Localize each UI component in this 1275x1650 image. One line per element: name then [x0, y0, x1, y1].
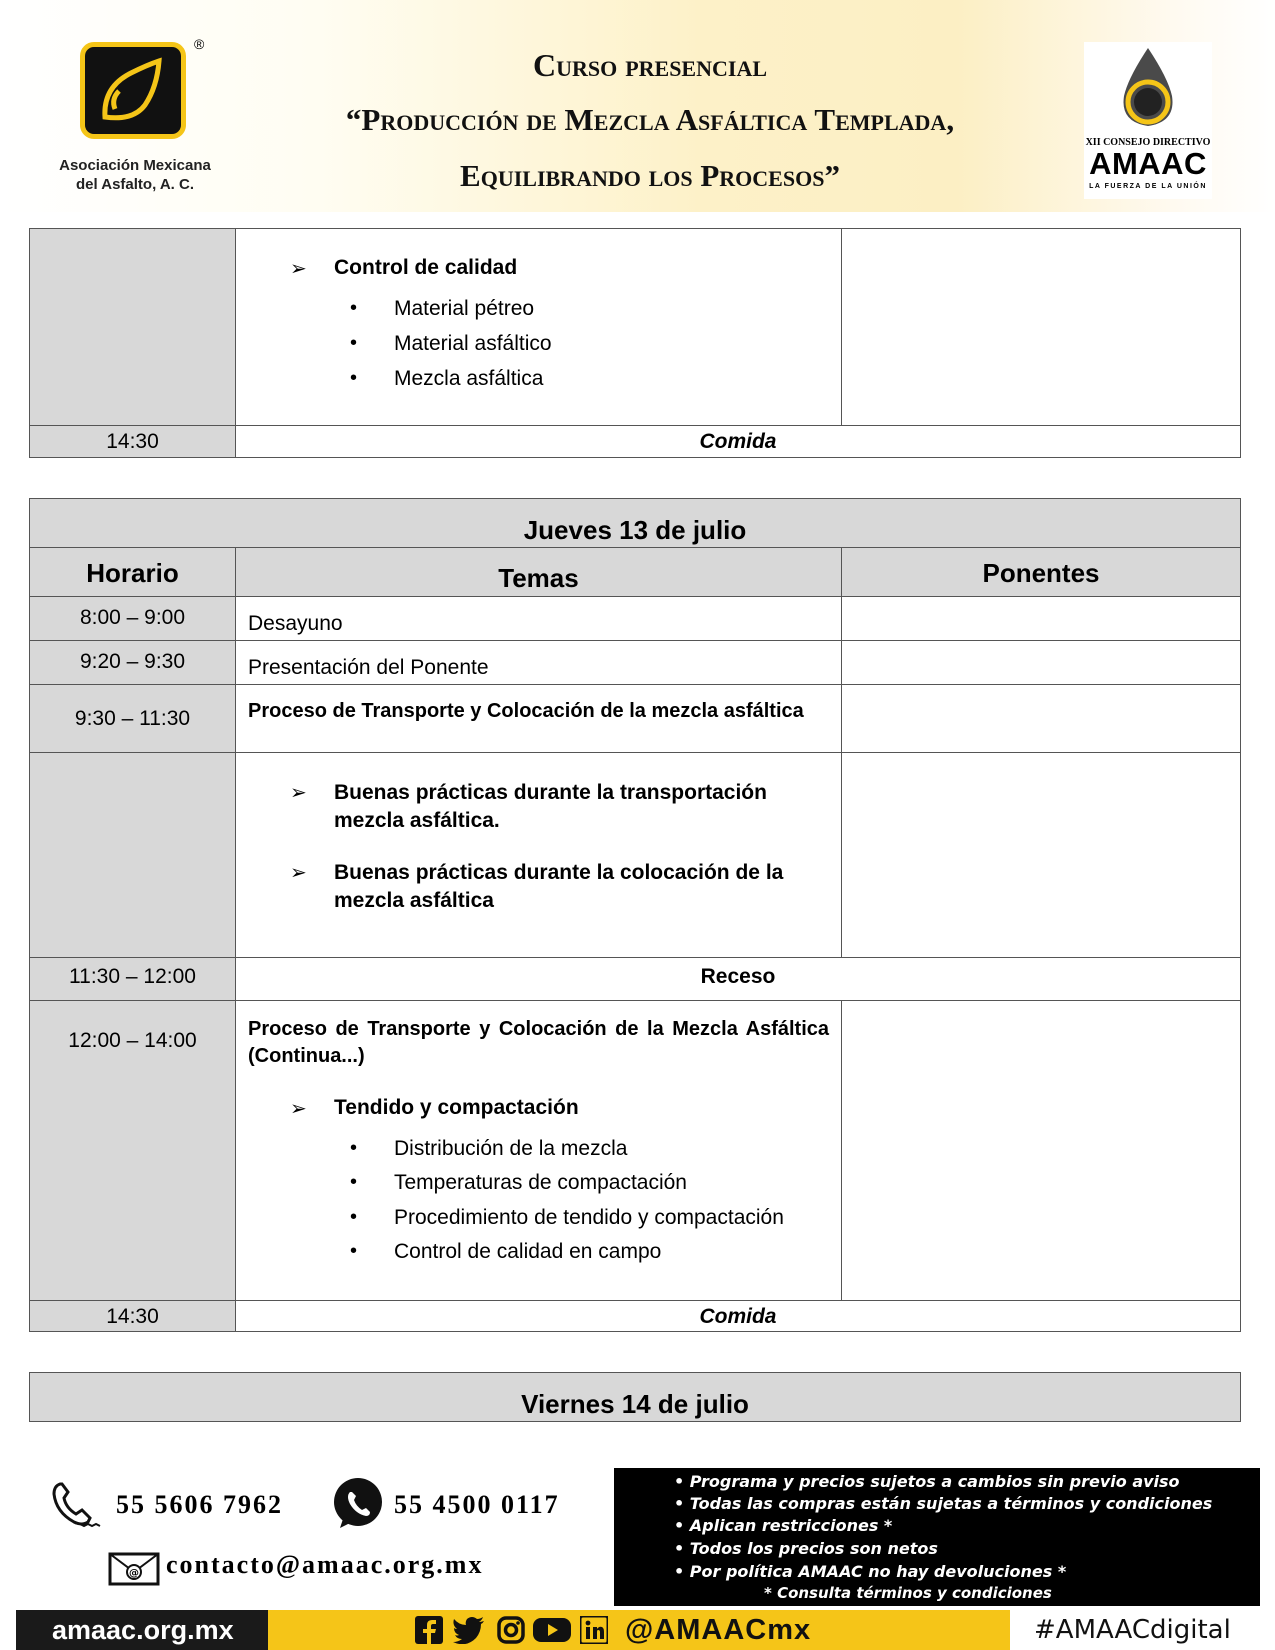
svg-text:@: @: [129, 1568, 139, 1579]
consejo-label: XII CONSEJO DIRECTIVO: [1085, 137, 1211, 148]
time-cell-empty: [29, 228, 236, 426]
speaker-cell: [841, 752, 1241, 958]
list-item: [350, 1240, 661, 1264]
notice-line: • Todas las compras están sujetas a términos y condiciones: [674, 1494, 1213, 1513]
social-handle[interactable]: @AMAACmx: [625, 1614, 812, 1646]
row-time: 8:00 – 9:00: [29, 596, 236, 641]
time-cell-empty: [29, 752, 236, 958]
column-header-temas: Temas: [235, 547, 842, 597]
row-speaker: [841, 596, 1241, 641]
speaker-cell: [841, 228, 1241, 426]
amaac-association-logo: [40, 36, 240, 196]
quality-control-heading: Control de calidad: [334, 256, 518, 279]
title-line-2: “Producción de Mezcla Asfáltica Templada,: [345, 102, 955, 137]
session-time: 12:00 – 14:00: [29, 1000, 236, 1301]
column-header-ponentes: Ponentes: [841, 547, 1241, 597]
list-item: [350, 367, 543, 391]
bullet-icon: •: [350, 297, 358, 319]
lunch-time: 14:30: [29, 1300, 236, 1332]
topic-cell: [235, 752, 842, 958]
list-item: [350, 1206, 784, 1230]
notice-line: • Por política AMAAC no hay devoluciones *: [674, 1562, 1067, 1581]
bottom-bar: [0, 1610, 1275, 1650]
list-item-text: Mezcla asfáltica: [394, 367, 544, 390]
bullet-icon: •: [350, 1171, 358, 1193]
social-bar: [268, 1610, 1010, 1650]
row-time: 9:30 – 11:30: [29, 684, 236, 753]
notice-line: • Todos los precios son netos: [674, 1539, 938, 1558]
arrow-bullet-icon: ➢: [290, 258, 307, 280]
topic-cell: [235, 1000, 842, 1301]
arrow-bullet-icon: ➢: [290, 862, 307, 884]
list-item: [350, 1137, 627, 1161]
terms-link[interactable]: * Consulta términos y condiciones: [764, 1584, 1052, 1602]
logo-mark: [80, 42, 186, 139]
whatsapp-icon: [330, 1476, 386, 1532]
notice-line: • Aplican restricciones *: [674, 1516, 893, 1535]
list-item: [290, 1096, 579, 1120]
list-item: [290, 859, 810, 915]
row-topic: Proceso de Transporte y Colocación de la mezcla asfáltica: [235, 684, 842, 753]
day-title: Jueves 13 de julio: [29, 498, 1241, 548]
bullet-icon: •: [350, 1206, 358, 1228]
column-header-horario: Horario: [29, 547, 236, 597]
asphalt-drop-icon: [85, 47, 181, 134]
phone-icon: [50, 1480, 104, 1530]
consejo-directivo-logo: [1084, 42, 1212, 199]
list-item-text: Procedimiento de tendido y compactación: [394, 1206, 784, 1229]
bullet-icon: •: [350, 1240, 358, 1262]
row-topic: Presentación del Ponente: [235, 640, 842, 685]
session-topic: Proceso de Transporte y Colocación de la Mezcla Asfáltica (Continua...): [248, 1018, 829, 1067]
lunch-time: 14:30: [29, 425, 236, 458]
association-name: [40, 156, 230, 194]
list-item-text: Distribución de la mezcla: [394, 1137, 628, 1160]
email-icon: [108, 1552, 160, 1586]
list-item: [350, 1171, 687, 1195]
title-line-3: Equilibrando los Procesos”: [460, 158, 840, 193]
terms-notice-box: [614, 1468, 1260, 1606]
list-item: [350, 332, 552, 356]
association-name-line1: Asociación Mexicana: [59, 157, 211, 174]
tagline: LA FUERZA DE LA UNIÓN: [1089, 183, 1207, 190]
speaker-cell: [841, 1000, 1241, 1301]
registered-mark: ®: [194, 36, 205, 52]
lunch-label: Comida: [235, 425, 1241, 458]
page-header: [0, 0, 1275, 212]
list-item: [290, 256, 517, 280]
topic-cell: [235, 228, 842, 426]
row-time: 9:20 – 9:30: [29, 640, 236, 685]
bullet-icon: •: [350, 332, 358, 354]
linkedin-icon[interactable]: [580, 1616, 608, 1644]
arrow-bullet-icon: ➢: [290, 1098, 307, 1120]
youtube-icon[interactable]: [533, 1616, 571, 1644]
list-item-text: Control de calidad en campo: [394, 1240, 662, 1263]
arrow-bullet-icon: ➢: [290, 782, 307, 804]
facebook-icon[interactable]: [415, 1616, 443, 1644]
day-title-friday: Viernes 14 de julio: [29, 1372, 1241, 1422]
instagram-icon[interactable]: [497, 1616, 525, 1644]
row-topic: Desayuno: [235, 596, 842, 641]
course-title: [250, 38, 1050, 204]
lunch-label: Comida: [235, 1300, 1241, 1332]
association-name-line2: del Asfalto, A. C.: [75, 176, 195, 193]
list-item: [350, 297, 534, 321]
twitter-icon[interactable]: [452, 1616, 486, 1644]
list-item-text: Buenas prácticas durante la transportación mezcla asfáltica.: [334, 781, 767, 832]
bullet-icon: •: [350, 367, 358, 389]
list-item-text: Material asfáltico: [394, 332, 552, 355]
email-address[interactable]: contacto@amaac.org.mx: [166, 1550, 484, 1579]
website-link[interactable]: amaac.org.mx: [16, 1610, 268, 1650]
notice-line: • Programa y precios sujetos a cambios sin previo aviso: [674, 1472, 1180, 1491]
oil-drop-icon: [1084, 44, 1212, 136]
amaac-wordmark: AMAAC: [1089, 146, 1207, 181]
row-speaker: [841, 684, 1241, 753]
bullet-icon: •: [350, 1137, 358, 1159]
list-item-text: Tendido y compactación: [334, 1096, 579, 1119]
title-line-1: Curso presencial: [532, 47, 768, 83]
hashtag: #AMAACdigital: [1010, 1610, 1260, 1650]
break-time: 11:30 – 12:00: [29, 957, 236, 1001]
list-item-text: Buenas prácticas durante la colocación de la mezcla asfáltica: [334, 861, 784, 912]
list-item-text: Material pétreo: [394, 297, 535, 320]
list-item-text: Temperaturas de compactación: [394, 1171, 687, 1194]
whatsapp-number[interactable]: 55 4500 0117: [394, 1490, 560, 1519]
phone-number[interactable]: 55 5606 7962: [116, 1490, 283, 1519]
row-speaker: [841, 640, 1241, 685]
list-item: [290, 779, 810, 835]
break-label: Receso: [235, 957, 1241, 1001]
